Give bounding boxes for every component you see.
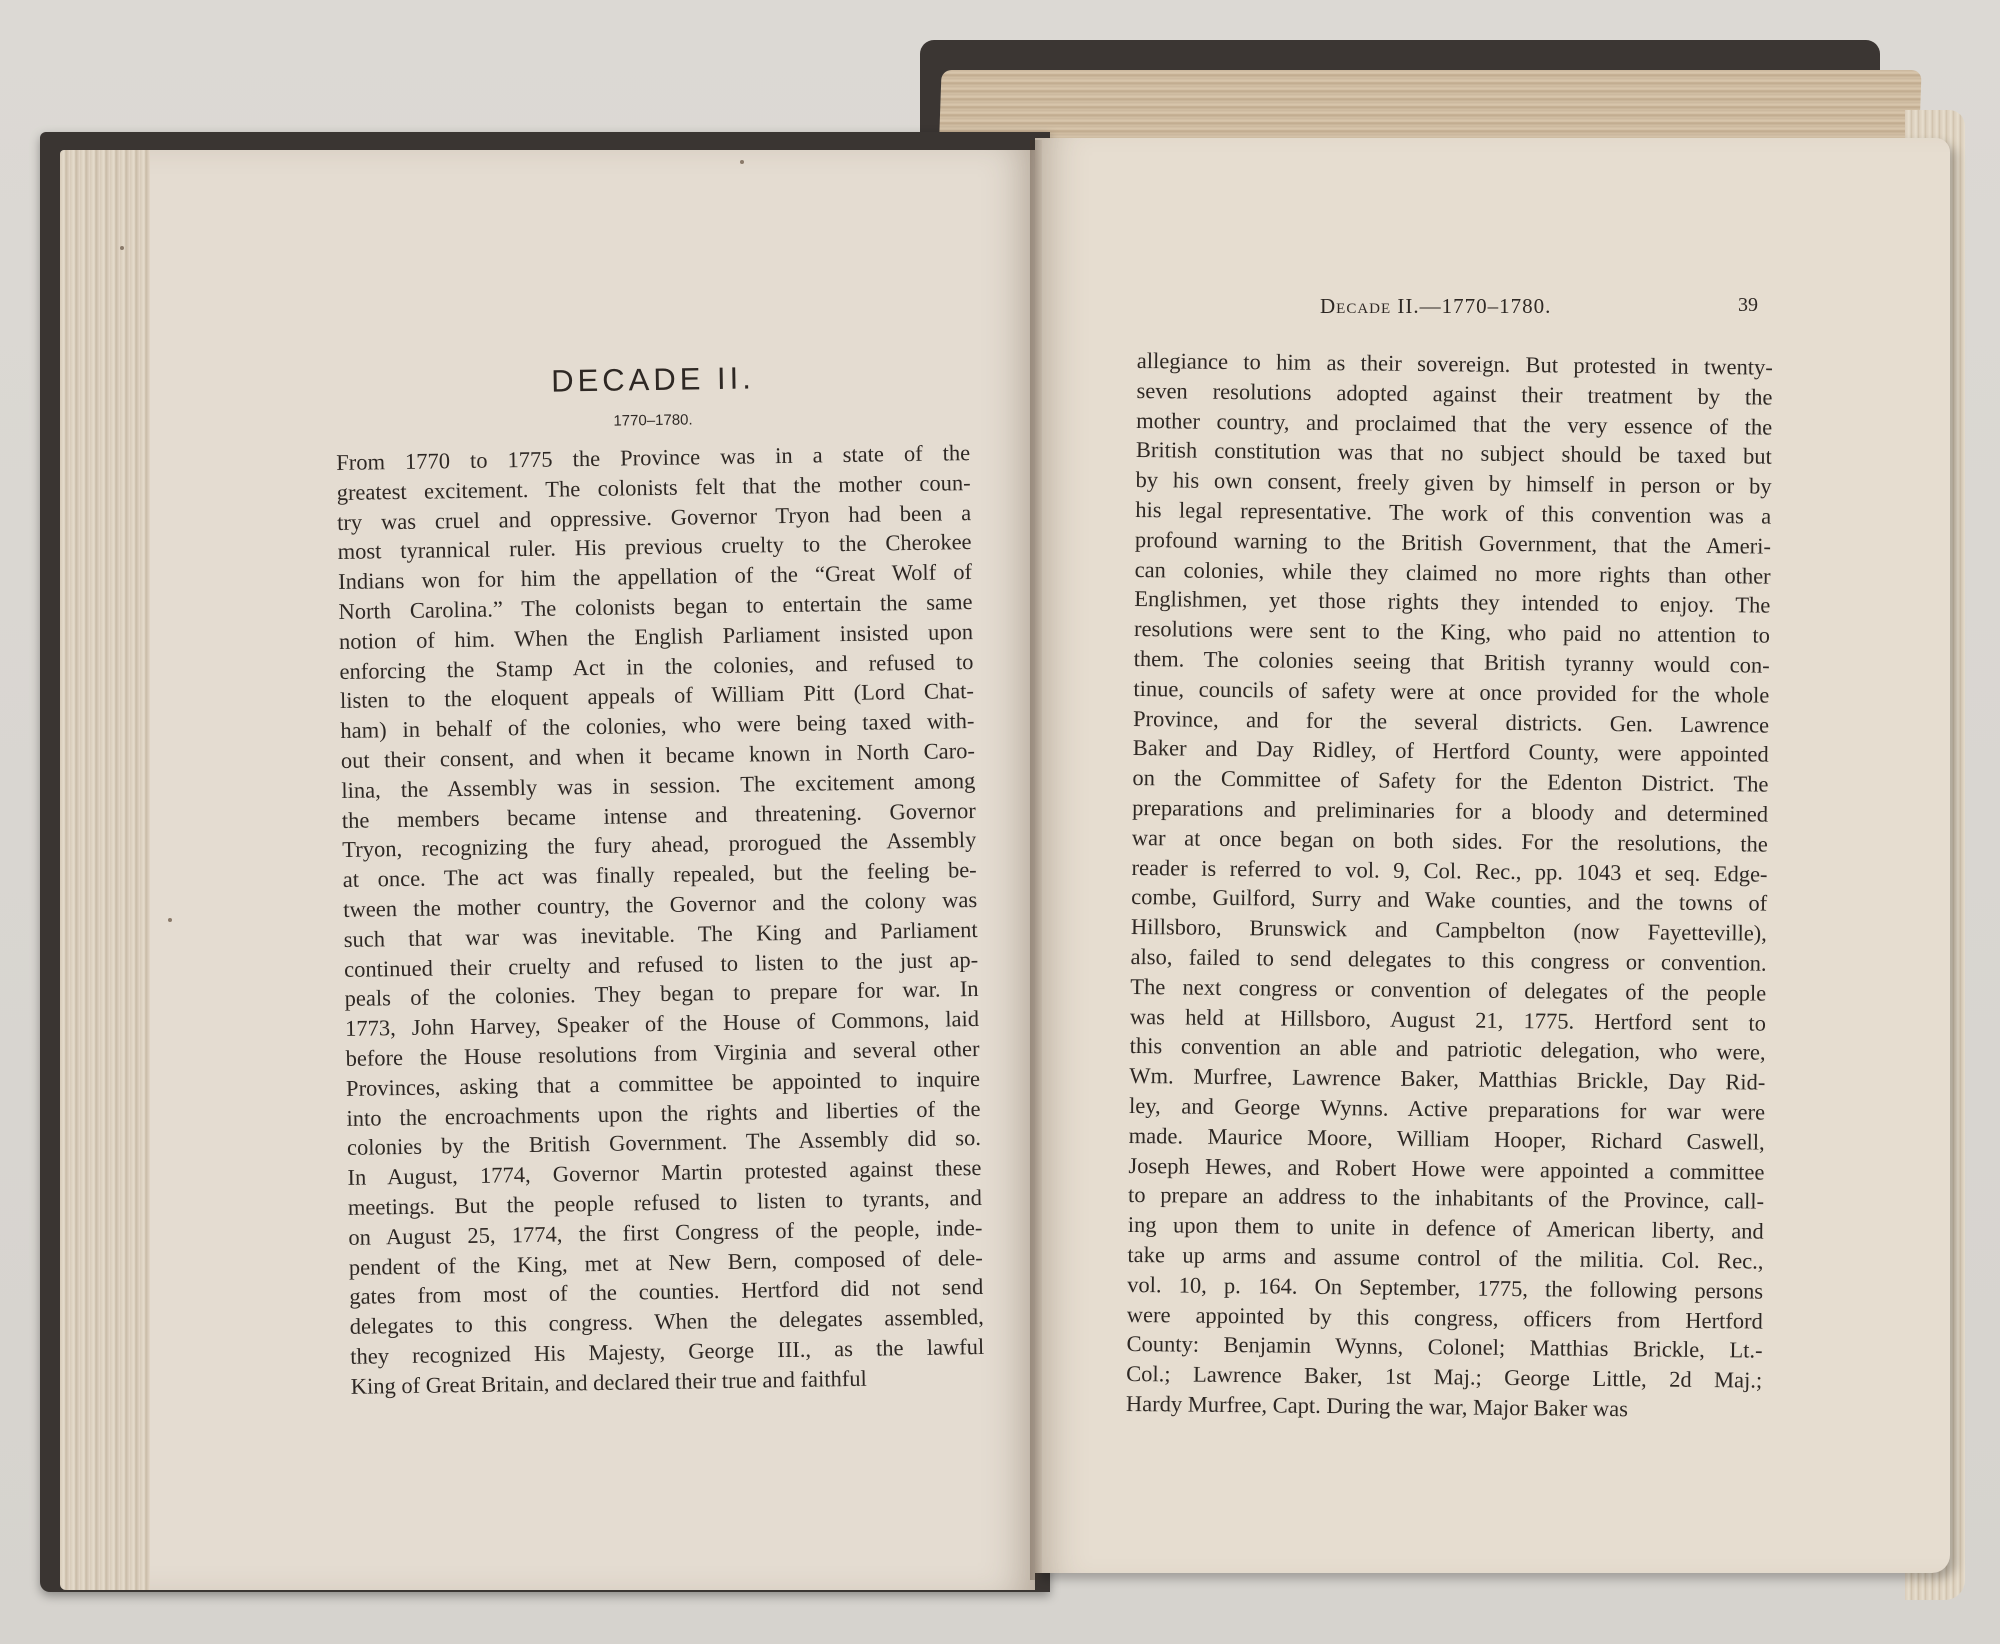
text-line: mother country, and proclaimed that the very essence of the xyxy=(1136,407,1773,440)
chapter-title: DECADE II. xyxy=(550,360,756,399)
text-line: preparations and preliminaries for a bloody and determined xyxy=(1132,794,1769,827)
speck xyxy=(120,246,124,250)
text-line: on August 25, 1774, the first Congress of the people, inde- xyxy=(348,1214,983,1250)
text-line: North Carolina.” The colonists began to entertain the same xyxy=(338,589,973,624)
speck xyxy=(740,160,744,164)
text-line: tween the mother country, the Governor and the colony was xyxy=(343,886,978,922)
speck xyxy=(168,918,172,922)
text-line: tinue, councils of safety were at once provided for the whole xyxy=(1133,675,1770,708)
text-line: ley, and George Wynns. Active preparations for war were xyxy=(1128,1092,1766,1125)
page-number: 39 xyxy=(1738,294,1758,316)
text-line: Baker and Day Ridley, of Hertford County, were appointed xyxy=(1132,735,1769,767)
text-line: them. The colonies seeing that British tyranny would con- xyxy=(1133,645,1770,678)
text-line: In August, 1774, Governor Martin protested against these xyxy=(347,1155,982,1191)
text-line: gates from most of the counties. Hertford did not send xyxy=(349,1274,984,1310)
text-line: meetings. But the people refused to listen to tyrants, and xyxy=(347,1184,983,1220)
text-line: take up arms and assume control of the militia. Col. Rec., xyxy=(1127,1241,1764,1274)
text-line: Hillsboro, Brunswick and Campbelton (now Fayetteville), xyxy=(1130,914,1768,946)
text-line: County: Benjamin Wynns, Colonel; Matthias Brickle, Lt.- xyxy=(1126,1331,1763,1363)
text-line: Province, and for the several districts. Gen. Lawrence xyxy=(1132,705,1770,738)
text-line: before the House resolutions from Virginia and several other xyxy=(345,1035,980,1071)
text-line: by his own consent, freely given by himself in person or by xyxy=(1135,467,1772,499)
text-line: his legal representative. The work of this convention was a xyxy=(1135,496,1772,529)
text-line: try was cruel and oppressive. Governor Tryon had been a xyxy=(336,499,972,535)
book-gutter xyxy=(1030,140,1042,1580)
text-line: 1773, John Harvey, Speaker of the House of Commons, laid xyxy=(344,1006,980,1042)
text-line: made. Maurice Moore, William Hooper, Richard Caswell, xyxy=(1128,1122,1765,1155)
text-line: From 1770 to 1775 the Province was in a state of the xyxy=(336,440,971,475)
text-line: lina, the Assembly was in session. The excitement among xyxy=(341,767,976,803)
chapter-years: 1770–1780. xyxy=(613,411,693,430)
text-line: this convention an able and patriotic delegation, who were, xyxy=(1129,1033,1766,1065)
text-line: notion of him. When the English Parliament insisted upon xyxy=(338,618,974,654)
text-line: King of Great Britain, and declared their true and faithful xyxy=(350,1365,867,1399)
text-line: Hardy Murfree, Capt. During the war, Major Baker was xyxy=(1125,1390,1629,1422)
text-line: into the encroachments upon the rights and liberties of the xyxy=(346,1095,981,1131)
text-line: resolutions were sent to the King, who paid no attention to xyxy=(1133,616,1771,648)
text-line: The next congress or convention of delegates of the people xyxy=(1130,973,1767,1006)
text-line: allegiance to him as their sovereign. But protested in twenty- xyxy=(1136,347,1773,380)
text-line: reader is referred to vol. 9, Col. Rec., pp. 1043 et seq. Edge- xyxy=(1131,854,1768,887)
text-line: such that war was inevitable. The King and Parliament xyxy=(343,916,978,952)
text-line: Indians won for him the appellation of the “Great Wolf of xyxy=(337,559,973,595)
running-head: Decade II.—1770–1780. xyxy=(1320,294,1552,318)
text-line: the members became intense and threatening. Governor xyxy=(341,797,976,833)
right-page-text xyxy=(1126,346,1773,1425)
text-line: at once. The act was finally repealed, but the feeling be- xyxy=(342,857,977,893)
text-line: Wm. Murfree, Lawrence Baker, Matthias Brickle, Day Rid- xyxy=(1129,1063,1766,1095)
text-line: colonies by the British Government. The Assembly did so. xyxy=(346,1125,982,1161)
left-page-text xyxy=(336,438,985,1401)
text-line: they recognized His Majesty, George III., as the lawful xyxy=(350,1333,985,1369)
text-line: Joseph Hewes, and Robert Howe were appointed a committee xyxy=(1128,1152,1765,1185)
text-line: was held at Hillsboro, August 21, 1775. Hertford sent to xyxy=(1129,1003,1767,1036)
text-line: vol. 10, p. 164. On September, 1775, the following persons xyxy=(1127,1271,1764,1304)
text-line: Provinces, asking that a committee be appointed to inquire xyxy=(345,1065,981,1101)
text-line: Col.; Lawrence Baker, 1st Maj.; George Little, 2d Maj.; xyxy=(1126,1361,1763,1393)
text-line: listen to the eloquent appeals of William Pitt (Lord Chat- xyxy=(339,678,975,714)
text-line: ham) in behalf of the colonies, who were being taxed with- xyxy=(340,708,975,744)
text-line: Englishmen, yet those rights they intended to enjoy. The xyxy=(1134,586,1771,619)
text-line: seven resolutions adopted against their treatment by the xyxy=(1136,377,1773,410)
text-line: profound warning to the British Government, that the Ameri- xyxy=(1134,526,1772,559)
text-line: greatest excitement. The colonists felt that the mother coun- xyxy=(336,469,971,505)
text-line: were appointed by this congress, officers from Hertford xyxy=(1126,1301,1763,1334)
text-line: continued their cruelty and refused to listen to the just ap- xyxy=(343,946,979,982)
text-line: delegates to this congress. When the delegates assembled, xyxy=(349,1304,984,1339)
text-line: Tryon, recognizing the fury ahead, prorogued the Assembly xyxy=(342,827,977,863)
text-line: war at once began on both sides. For the resolutions, the xyxy=(1131,824,1768,857)
text-line: to prepare an address to the inhabitants of the Province, call- xyxy=(1127,1182,1765,1214)
text-line: British constitution was that no subject should be taxed but xyxy=(1135,437,1773,470)
text-line: most tyrannical ruler. His previous cruelty to the Cherokee xyxy=(337,529,972,565)
text-line: pendent of the King, met at New Bern, composed of dele- xyxy=(348,1244,983,1280)
text-line: peals of the colonies. They began to prepare for war. In xyxy=(344,976,979,1012)
text-line: enforcing the Stamp Act in the colonies, and refused to xyxy=(339,648,974,684)
text-line: can colonies, while they claimed no more rights than other xyxy=(1134,556,1771,589)
text-line: ing upon them to unite in defence of American liberty, and xyxy=(1127,1212,1764,1244)
text-line: also, failed to send delegates to this congress or convention. xyxy=(1130,943,1767,976)
text-line: out their consent, and when it became known in North Caro- xyxy=(340,737,976,773)
text-line: on the Committee of Safety for the Edenton District. The xyxy=(1132,765,1769,797)
text-line: combe, Guilford, Surry and Wake counties, and the towns of xyxy=(1131,884,1768,916)
